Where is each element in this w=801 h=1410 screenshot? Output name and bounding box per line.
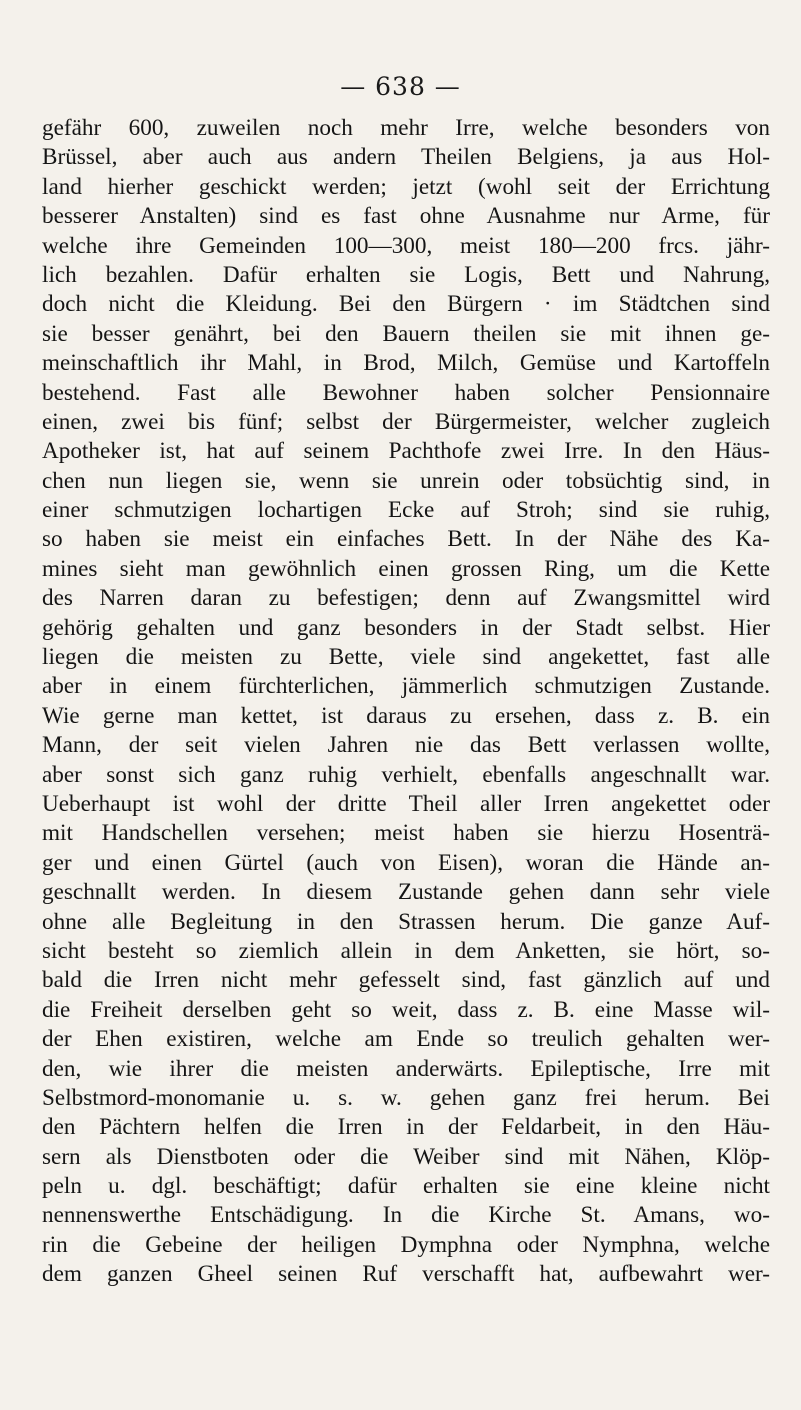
text-line: ger und einen Gürtel (auch von Eisen), woran die Hände an- — [42, 849, 770, 876]
text-line: bestehend. Fast alle Bewohner haben solcher Pensionnaire — [42, 379, 770, 406]
text-line: aber sonst sich ganz ruhig verhielt, ebenfalls angeschnallt war. — [42, 761, 770, 788]
text-line: sie besser genährt, bei den Bauern theilen sie mit ihnen ge- — [42, 320, 770, 347]
text-line: lich bezahlen. Dafür erhalten sie Logis, Bett und Nahrung, — [42, 261, 770, 288]
text-line: gefähr 600, zuweilen noch mehr Irre, welche besonders von — [42, 115, 770, 141]
text-line: Mann, der seit vielen Jahren nie das Bett verlassen wollte, — [42, 732, 770, 759]
text-line: peln u. dgl. beschäftigt; dafür erhalten sie eine kleine nicht — [42, 1173, 770, 1200]
text-line: der Ehen existiren, welche am Ende so treulich gehalten wer- — [42, 1026, 770, 1053]
text-line: chen nun liegen sie, wenn sie unrein oder tobsüchtig sind, in — [42, 467, 770, 494]
text-line: so haben sie meist ein einfaches Bett. In der Nähe des Ka- — [42, 526, 770, 553]
text-line: bald die Irren nicht mehr gefesselt sind, fast gänzlich auf und — [42, 967, 770, 994]
text-line: nennenswerthe Entschädigung. In die Kirche St. Amans, wo- — [42, 1202, 770, 1229]
text-line: rin die Gebeine der heiligen Dymphna oder Nymphna, welche — [42, 1231, 770, 1258]
page-number: — 638 — — [340, 72, 461, 101]
text-line: land hierher geschickt werden; jetzt (wohl seit der Errichtung — [42, 173, 770, 200]
text-line: Ueberhaupt ist wohl der dritte Theil aller Irren angekettet oder — [42, 790, 770, 817]
body-text — [42, 114, 770, 1290]
text-line: dem ganzen Gheel seinen Ruf verschafft hat, aufbewahrt wer- — [42, 1261, 770, 1288]
text-line: welche ihre Gemeinden 100—300, meist 180—200 frcs. jähr- — [42, 232, 770, 259]
text-line: aber in einem fürchterlichen, jämmerlich schmutzigen Zustande. — [42, 673, 770, 700]
text-line: besserer Anstalten) sind es fast ohne Ausnahme nur Arme, für — [42, 203, 770, 230]
text-line: Selbstmord-monomanie u. s. w. gehen ganz frei herum. Bei — [42, 1084, 770, 1111]
text-line: sern als Dienstboten oder die Weiber sind mit Nähen, Klöp- — [42, 1143, 770, 1170]
text-line: die Freiheit derselben geht so weit, dass z. B. eine Masse wil- — [42, 996, 770, 1023]
text-line: ohne alle Begleitung in den Strassen herum. Die ganze Auf- — [42, 908, 770, 935]
text-line: Apotheker ist, hat auf seinem Pachthofe zwei Irre. In den Häus- — [42, 438, 770, 465]
text-line: Brüssel, aber auch aus andern Theilen Belgiens, ja aus Hol- — [42, 144, 770, 171]
text-line: liegen die meisten zu Bette, viele sind angekettet, fast alle — [42, 644, 770, 671]
text-line: Wie gerne man kettet, ist daraus zu ersehen, dass z. B. ein — [42, 702, 770, 729]
text-line: geschnallt werden. In diesem Zustande gehen dann sehr viele — [42, 879, 770, 906]
text-line: mines sieht man gewöhnlich einen grossen Ring, um die Kette — [42, 555, 770, 582]
text-line: einer schmutzigen lochartigen Ecke auf Stroh; sind sie ruhig, — [42, 497, 770, 524]
text-line: des Narren daran zu befestigen; denn auf Zwangsmittel wird — [42, 585, 770, 612]
text-line: einen, zwei bis fünf; selbst der Bürgermeister, welcher zugleich — [42, 408, 770, 435]
text-line: den, wie ihrer die meisten anderwärts. Epileptische, Irre mit — [42, 1055, 770, 1082]
text-line: doch nicht die Kleidung. Bei den Bürgern · im Städtchen sind — [42, 291, 770, 318]
text-line: gehörig gehalten und ganz besonders in der Stadt selbst. Hier — [42, 614, 770, 641]
text-line: meinschaftlich ihr Mahl, in Brod, Milch, Gemüse und Kartoffeln — [42, 350, 770, 377]
text-line: den Pächtern helfen die Irren in der Feldarbeit, in den Häu- — [42, 1114, 770, 1141]
text-line: sicht besteht so ziemlich allein in dem Anketten, sie hört, so- — [42, 937, 770, 964]
text-line: mit Handschellen versehen; meist haben sie hierzu Hosenträ- — [42, 820, 770, 847]
